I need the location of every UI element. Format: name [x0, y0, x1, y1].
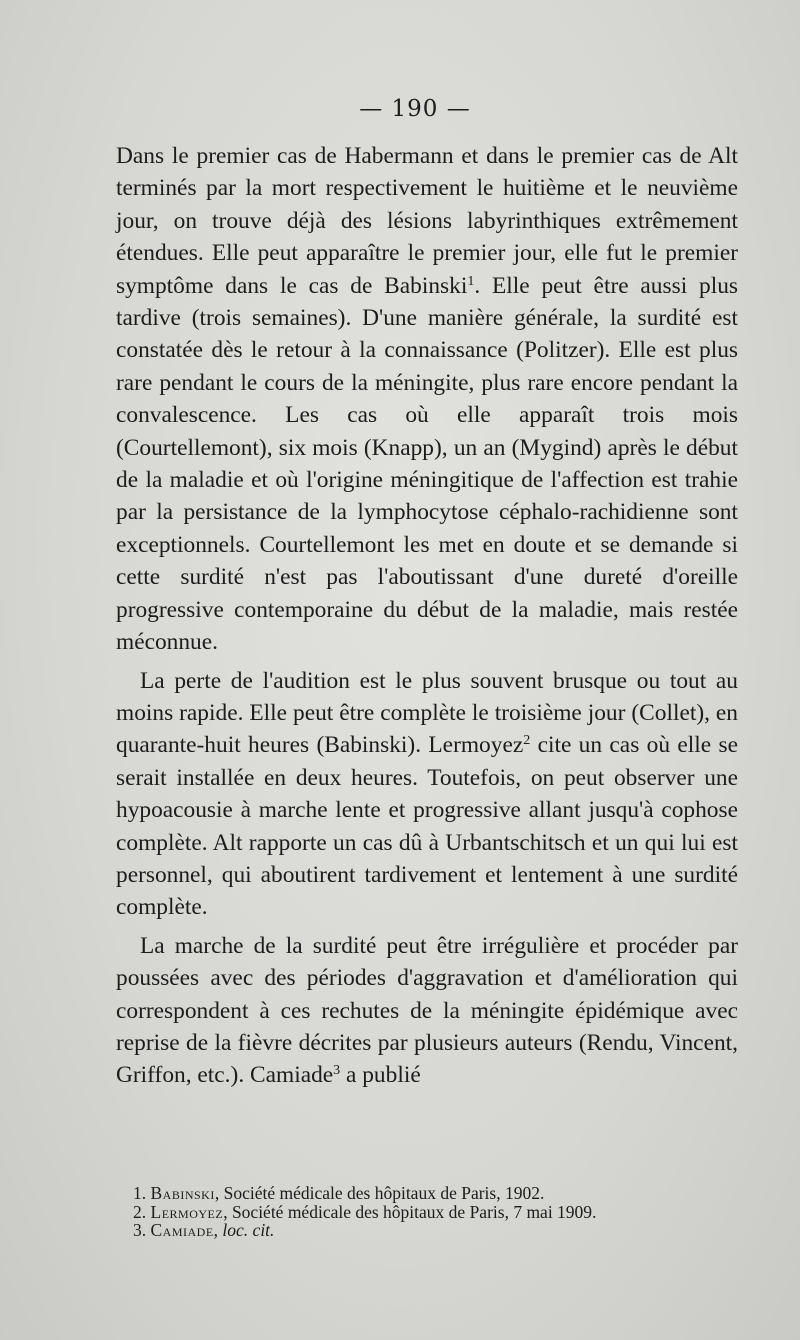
paragraph-text: a publié	[340, 1062, 421, 1089]
paragraph-text: . Elle peut être aussi plus tardive (trois semaines). D'une manière générale, la surdité est constatée dès le retour à la connaissance (Politzer). Elle est plus rare pendant le cours de la méningite, plus rare encore pendant la convalescence. Les cas où elle apparaît trois mois (Courtellemont), six mois (Knapp), un an (Mygind) après le début de la maladie et où l'origine méningitique de l'affection est trahie par la persistance de la lymphocytose céphalo-rachidienne sont exceptionnels. Courtellemont les met en doute et se demande si cette surdité n'est pas l'aboutissant d'une dureté d'oreille progressive contemporaine du début de la maladie, mais restée méconnue.	[116, 272, 738, 656]
footnote-text: , Société médicale des hôpitaux de Paris, 1902.	[214, 1183, 545, 1203]
footnote-author: Babinski	[150, 1183, 215, 1203]
footnote-ref-1: 1	[467, 273, 475, 289]
paragraph-text: Dans le premier cas de Habermann et dans le premier cas de Alt terminés par la mort respectivement le huitième et le neuvième jour, on trouve déjà des lésions labyrinthiques extrêmement étendues. Elle peut apparaître le premier jour, elle fut le premier symptôme dans le cas de Babinski	[116, 143, 738, 299]
paragraph-1	[116, 140, 738, 659]
footnote-2	[133, 1203, 743, 1222]
footnote-1	[133, 1184, 743, 1203]
footnote-number: 2.	[133, 1201, 147, 1222]
footnote-ref-2: 2	[523, 733, 531, 749]
footnote-italic: loc. cit.	[222, 1220, 275, 1240]
paragraph-3	[116, 930, 738, 1092]
paragraph-text: La perte de l'audition est le plus souvent brusque ou tout au moins rapide. Elle peut être complète le troisième jour (Collet), en quarante-huit heures (Babinski). Lermoyez	[116, 667, 738, 759]
paragraph-text: La marche de la surdité peut être irrégulière et procéder par poussées avec des périodes d'aggravation et d'amélioration qui correspondent à ces rechutes de la méningite épidémique avec reprise de la fièvre décrites par plusieurs auteurs (Rendu, Vincent, Griffon, etc.). Camiade	[116, 932, 738, 1089]
footnote-text: ,	[213, 1220, 223, 1240]
body-text	[116, 140, 738, 1092]
footnote-number: 1.	[133, 1183, 147, 1203]
footnote-text: , Société médicale des hôpitaux de Paris, 7 mai 1909.	[223, 1201, 597, 1222]
footnotes	[133, 1184, 743, 1240]
footnote-number: 3.	[133, 1220, 147, 1240]
footnote-ref-3: 3	[333, 1063, 341, 1079]
page-number: — 190 —	[359, 96, 471, 122]
paragraph-text: cite un cas où elle se serait installée en deux heures. Toutefois, on peut observer une hypoacousie à marche lente et progressive allant jusqu'à cophose complète. Alt rapporte un cas dû à Urbantschitsch et un qui lui est personnel, qui aboutirent tardivement et lentement à une surdité complète.	[116, 732, 738, 921]
paragraph-2	[116, 665, 738, 924]
footnote-3	[133, 1221, 743, 1240]
footnote-author: Camiade	[150, 1220, 214, 1240]
footnote-author: Lermoyez	[150, 1201, 224, 1222]
